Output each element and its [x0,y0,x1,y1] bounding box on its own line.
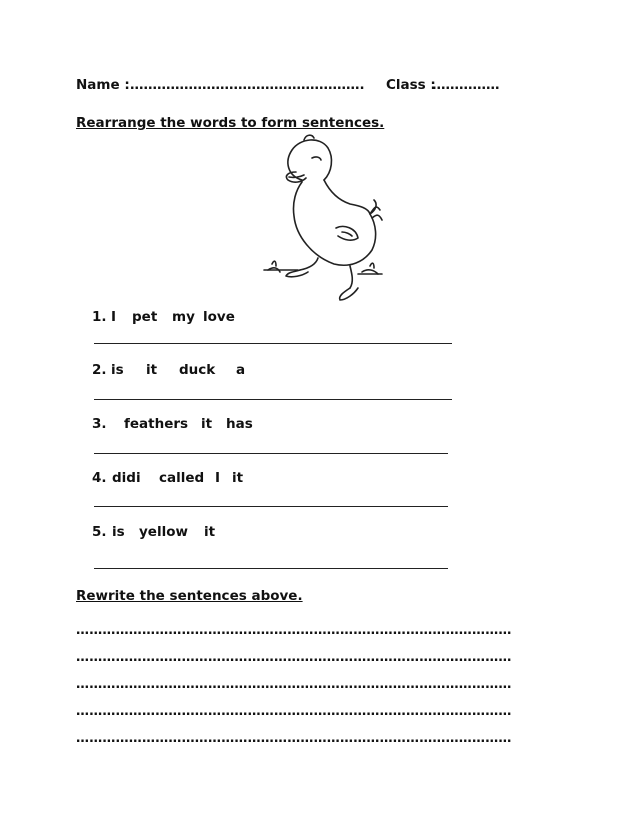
duckling-icon [258,132,390,304]
word: it [146,362,158,378]
word: I [111,309,117,325]
item-number: 2. [92,362,107,378]
instruction-rearrange: Rearrange the words to form sentences. [76,115,385,131]
item-number: 5. [92,524,107,540]
word: didi [112,470,141,486]
name-field[interactable]: ……………………………………………. [130,77,365,93]
name-label: Name : [76,77,130,93]
answer-line[interactable] [94,506,448,507]
word: yellow [139,524,188,540]
rewrite-line-1[interactable]: ……………………………………………………………………………………… [76,623,512,638]
word: called [159,470,205,486]
word: it [201,416,213,432]
rewrite-line-3[interactable]: ……………………………………………………………………………………… [76,677,512,692]
word: love [203,309,235,325]
word: a [236,362,246,378]
answer-line[interactable] [94,399,452,400]
word: is [112,524,125,540]
item-number: 3. [92,416,107,432]
word: is [111,362,124,378]
answer-line[interactable] [94,568,448,569]
word: it [204,524,216,540]
word: pet [132,309,158,325]
rewrite-line-4[interactable]: ……………………………………………………………………………………… [76,704,512,719]
word: feathers [124,416,189,432]
instruction-rewrite: Rewrite the sentences above. [76,588,303,604]
word: my [172,309,195,325]
class-label: Class : [386,77,436,93]
class-field[interactable]: …………… [432,77,500,93]
answer-line[interactable] [94,343,452,344]
rewrite-line-2[interactable]: ……………………………………………………………………………………… [76,650,512,665]
rewrite-line-5[interactable]: ……………………………………………………………………………………… [76,731,512,746]
answer-line[interactable] [94,453,448,454]
word: it [232,470,244,486]
item-number: 4. [92,470,107,486]
item-number: 1. [92,309,107,325]
word: duck [179,362,216,378]
word: has [226,416,253,432]
word: I [215,470,221,486]
